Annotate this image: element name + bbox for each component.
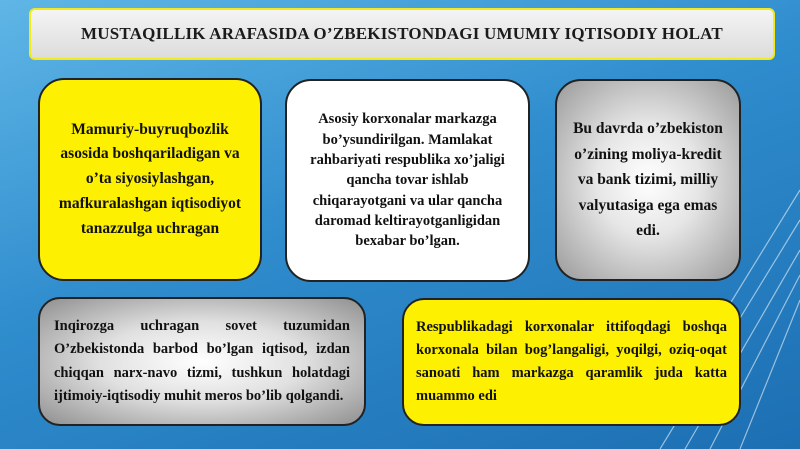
info-box-crisis <box>38 297 366 426</box>
info-box-enterprises: Asosiy korxonalar markazga bo’ysundirilgan. Mamlakat rahbariyati respublika xo’jaligi qancha tovar ishlab chiqarayotgani va ular qancha daromad keltirayotganligidan bexabar bo’lgan. <box>285 79 530 282</box>
info-box-administrative: Mamuriy-buyruqbozlik asosida boshqariladigan va o’ta siyosiylashgan, mafkuralashgan iqtisodiyot tanazzulga uchragan <box>38 78 262 281</box>
info-box-crisis-text: Inqirozga uchragan sovet tuzumidan O’zbekistonda barbod bo’lgan iqtisod, izdan chiqqan narx-navo tizmi, tushkun holatdagi ijtimoiy-iqtisodiy muhit meros bo’lib qolgandi. <box>54 318 350 404</box>
page-title: MUSTAQILLIK ARAFASIDA O’ZBEKISTONDAGI UMUMIY IQTISODIY HOLAT <box>29 8 775 60</box>
info-box-dependency-text: Respublikadagi korxonalar ittifoqdagi boshqa korxonala bilan bog’langaligi, yoqilgi, oziq-oqat sanoati ham markazga qaramlik juda katta muammo edi <box>416 318 727 405</box>
info-box-dependency <box>402 298 741 426</box>
info-box-finance: Bu davrda o’zbekiston o’zining moliya-kredit va bank tizimi, milliy valyutasiga ega emas edi. <box>555 79 741 281</box>
